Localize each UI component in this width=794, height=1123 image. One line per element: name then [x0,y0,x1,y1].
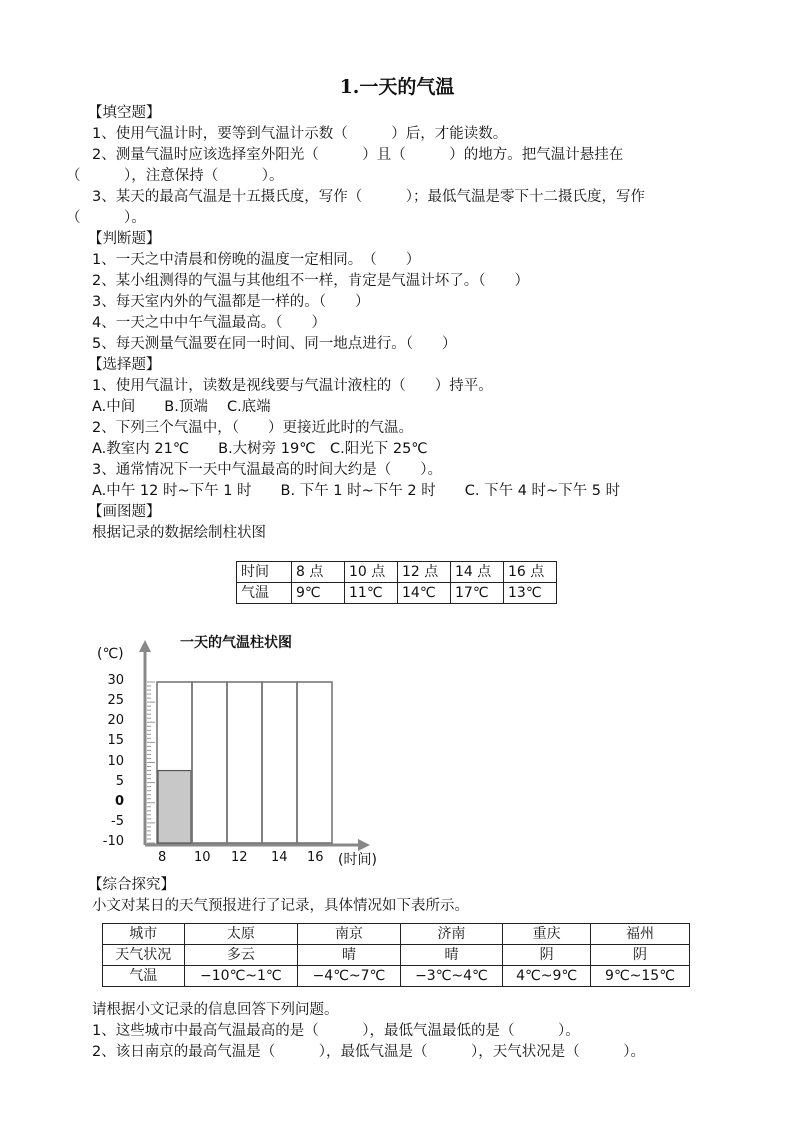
table-row [103,945,690,966]
choice-q3-options: A.中午 12 时~下午 1 时 B. 下午 1 时~下午 2 时 C. 下午 4 时~下午 5 时 [92,483,621,499]
table-cell: −4℃~7℃ [298,966,401,987]
y-tick-label: -10 [102,834,124,849]
table-row [103,924,690,945]
fill-q3-cont: （ ）。 [66,210,146,226]
table-cell: 13℃ [504,583,557,604]
y-axis-arrow [139,640,151,652]
table-cell: 气温 [103,966,185,987]
section-draw: 【画图题】 [88,504,161,520]
judge-q1: 1、一天之中清晨和傍晚的温度一定相同。 （ ） [92,252,421,268]
y-tick-label: 10 [107,753,124,769]
x-tick-label: 10 [194,850,211,865]
fill-q3: 3、某天的最高气温是十五摄氏度，写作（ ）；最低气温是零下十二摄氏度，写作 [92,189,645,205]
table-cell: 城市 [103,924,185,945]
y-tick-label: 30 [107,673,124,688]
table-row [237,562,557,583]
table-cell: 济南 [400,924,503,945]
x-tick-label: 8 [158,850,167,865]
draw-intro: 根据记录的数据绘制柱状图 [92,525,266,541]
choice-q3: 3、通常情况下一天中气温最高的时间大约是（ ）。 [92,462,442,478]
table-row [103,966,690,987]
questions-intro: 请根据小文记录的信息回答下列问题。 [92,1002,339,1018]
y-tick-label: 15 [107,733,124,749]
judge-q5: 5、每天测量气温要在同一时间、同一地点进行。（ ） [92,336,457,352]
table-cell: 14 点 [451,562,504,583]
x-tick-label: 12 [231,850,248,865]
table-cell: 天气状况 [103,945,185,966]
chart-column-frame [157,682,192,843]
y-tick-label: 0 [114,793,124,809]
table-cell: 11℃ [345,583,398,604]
choice-q2: 2、下列三个气温中，（ ）更接近此时的气温。 [92,420,413,436]
explore-intro: 小文对某日的天气预报进行了记录，具体情况如下表所示。 [92,898,469,914]
question-1: 1、这些城市中最高气温最高的是（ ），最低气温最低的是（ ）。 [92,1023,580,1039]
chart-column-frame [227,682,262,843]
table-cell: 阴 [590,945,689,966]
section-fill: 【填空题】 [88,105,161,121]
temperature-table [236,561,557,604]
y-tick-label: 25 [107,693,124,709]
table-cell: 气温 [237,583,292,604]
table-cell: 南京 [298,924,401,945]
table-cell: 时间 [237,562,292,583]
table-cell: 12 点 [398,562,451,583]
fill-q2-cont: （ ），注意保持（ ）。 [66,168,284,184]
y-tick-label: 20 [107,713,124,729]
table-cell: 17℃ [451,583,504,604]
table-cell: 阴 [503,945,591,966]
judge-q2: 2、某小组测得的气温与其他组不一样，肯定是气温计坏了。（ ） [92,273,529,289]
table-cell: 8 点 [292,562,345,583]
fill-q1: 1、使用气温计时，要等到气温计示数（ ）后，才能读数。 [92,126,508,142]
x-tick-label: 14 [271,850,288,865]
chart-column-frame [262,682,297,843]
judge-q3: 3、每天室内外的气温都是一样的。（ ） [92,294,370,310]
table-cell: 9℃~15℃ [590,966,689,987]
table-cell: 晴 [298,945,401,966]
page-title: 1.一天的气温 [339,76,455,98]
table-cell: 10 点 [345,562,398,583]
table-cell: 晴 [400,945,503,966]
table-row [237,583,557,604]
table-cell: 16 点 [504,562,557,583]
section-judge: 【判断题】 [88,231,161,247]
chart-y-unit: (℃) [97,646,124,662]
weather-table [102,923,690,987]
table-cell: 太原 [184,924,298,945]
question-2: 2、该日南京的最高气温是（ ），最低气温是（ ），天气状况是（ ）。 [92,1044,645,1060]
table-cell: 14℃ [398,583,451,604]
table-cell: 福州 [590,924,689,945]
table-cell: 多云 [184,945,298,966]
fill-q2: 2、测量气温时应该选择室外阳光（ ）且（ ）的地方。把气温计悬挂在 [92,147,624,163]
judge-q4: 4、一天之中中午气温最高。（ ） [92,315,326,331]
section-choice: 【选择题】 [88,357,161,373]
choice-q1-options: A.中间 B.顶端 C.底端 [92,399,271,415]
table-cell: −10℃~1℃ [184,966,298,987]
x-tick-label: 16 [307,850,324,865]
table-cell: −3℃~4℃ [400,966,503,987]
table-cell: 4℃~9℃ [503,966,591,987]
y-tick-label: 5 [115,773,124,789]
section-explore: 【综合探究】 [88,877,175,893]
choice-q1: 1、使用气温计，读数是视线要与气温计液柱的（ ）持平。 [92,378,493,394]
chart-title: 一天的气温柱状图 [180,635,292,651]
table-cell: 9℃ [292,583,345,604]
choice-q2-options: A.教室内 21℃ B.大树旁 19℃ C.阳光下 25℃ [92,441,428,457]
y-tick-label: -5 [111,813,124,829]
chart-bar [158,771,191,843]
table-cell: 重庆 [503,924,591,945]
chart-column-frame [192,682,227,843]
chart-x-unit: (时间) [338,852,377,868]
chart-column-frame [297,682,332,843]
